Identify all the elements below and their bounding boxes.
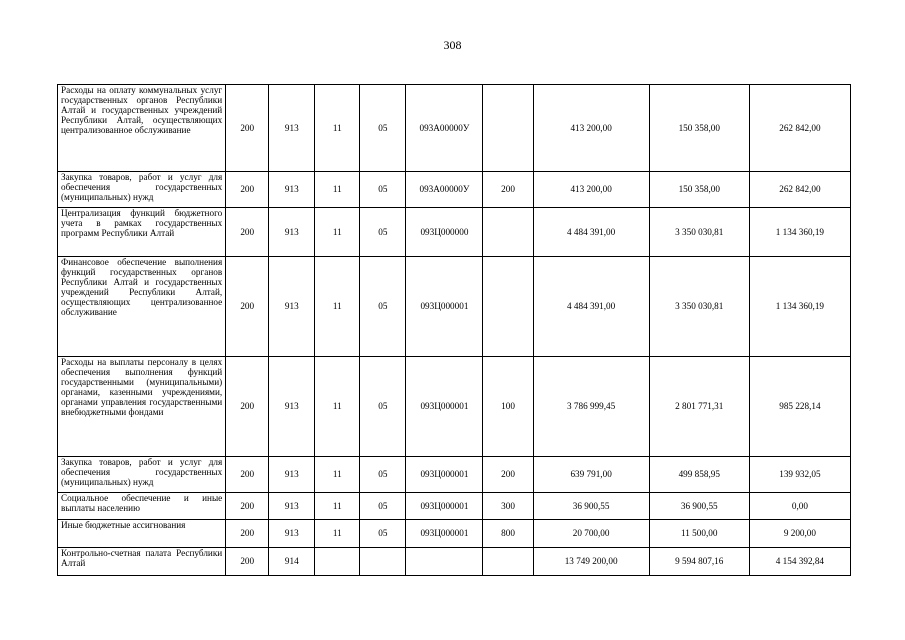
amount-3-cell: 1 134 360,19 [749, 208, 850, 257]
section-code-cell: 11 [315, 357, 360, 457]
subsection-code-cell: 05 [360, 520, 406, 548]
expense-name-cell: Иные бюджетные ассигнования [58, 520, 226, 548]
table-body [58, 85, 851, 576]
amount-3-cell: 0,00 [749, 493, 850, 520]
expense-name-cell: Социальное обеспечение и иные выплаты населению [58, 493, 226, 520]
amount-3-cell: 1 134 360,19 [749, 257, 850, 357]
target-article-cell: 093Ц000000 [406, 208, 483, 257]
section-code-cell: 11 [315, 457, 360, 493]
amount-1-cell: 639 791,00 [533, 457, 649, 493]
section-code-cell: 11 [315, 172, 360, 208]
admin-code-cell: 200 [226, 457, 269, 493]
target-article-cell: 093Ц000001 [406, 357, 483, 457]
expense-type-cell: 200 [483, 172, 533, 208]
expense-name-cell: Закупка товаров, работ и услуг для обеспечения государственных (муниципальных) нужд [58, 457, 226, 493]
ministry-code-cell: 913 [269, 520, 315, 548]
ministry-code-cell: 913 [269, 357, 315, 457]
expense-type-cell: 200 [483, 457, 533, 493]
amount-2-cell: 3 350 030,81 [649, 257, 749, 357]
table-row [58, 257, 851, 357]
amount-2-cell: 11 500,00 [649, 520, 749, 548]
admin-code-cell: 200 [226, 85, 269, 172]
ministry-code-cell: 913 [269, 172, 315, 208]
expense-type-cell [483, 208, 533, 257]
target-article-cell: 093Ц000001 [406, 520, 483, 548]
expense-name-cell: Закупка товаров, работ и услуг для обеспечения государственных (муниципальных) нужд [58, 172, 226, 208]
table-row [58, 172, 851, 208]
subsection-code-cell: 05 [360, 85, 406, 172]
amount-3-cell: 262 842,00 [749, 172, 850, 208]
amount-3-cell: 9 200,00 [749, 520, 850, 548]
expense-name-cell: Расходы на оплату коммунальных услуг государственных органов Республики Алтай и государственных учреждений Республики Алтай, осуществляющих централизованное обслуживание [58, 85, 226, 172]
subsection-code-cell: 05 [360, 257, 406, 357]
budget-table [57, 84, 851, 576]
amount-3-cell: 139 932,05 [749, 457, 850, 493]
amount-3-cell: 985 228,14 [749, 357, 850, 457]
expense-type-cell [483, 548, 533, 576]
table-row [58, 493, 851, 520]
amount-1-cell: 4 484 391,00 [533, 257, 649, 357]
amount-3-cell: 4 154 392,84 [749, 548, 850, 576]
section-code-cell [315, 548, 360, 576]
amount-2-cell: 150 358,00 [649, 85, 749, 172]
amount-2-cell: 36 900,55 [649, 493, 749, 520]
expense-name-cell: Централизация функций бюджетного учета в рамках государственных программ Республики Алтай [58, 208, 226, 257]
admin-code-cell: 200 [226, 520, 269, 548]
admin-code-cell: 200 [226, 208, 269, 257]
table-row [58, 208, 851, 257]
expense-type-cell [483, 85, 533, 172]
expense-type-cell [483, 257, 533, 357]
expense-type-cell: 300 [483, 493, 533, 520]
amount-1-cell: 13 749 200,00 [533, 548, 649, 576]
table-row [58, 457, 851, 493]
amount-1-cell: 20 700,00 [533, 520, 649, 548]
amount-2-cell: 150 358,00 [649, 172, 749, 208]
amount-1-cell: 413 200,00 [533, 172, 649, 208]
subsection-code-cell: 05 [360, 208, 406, 257]
admin-code-cell: 200 [226, 257, 269, 357]
amount-2-cell: 3 350 030,81 [649, 208, 749, 257]
ministry-code-cell: 914 [269, 548, 315, 576]
section-code-cell: 11 [315, 520, 360, 548]
admin-code-cell: 200 [226, 172, 269, 208]
page-number: 308 [443, 38, 462, 52]
subsection-code-cell: 05 [360, 172, 406, 208]
amount-2-cell: 2 801 771,31 [649, 357, 749, 457]
admin-code-cell: 200 [226, 357, 269, 457]
admin-code-cell: 200 [226, 548, 269, 576]
target-article-cell: 093А00000У [406, 172, 483, 208]
subsection-code-cell [360, 548, 406, 576]
section-code-cell: 11 [315, 208, 360, 257]
table-row [58, 520, 851, 548]
amount-3-cell: 262 842,00 [749, 85, 850, 172]
target-article-cell: 093Ц000001 [406, 493, 483, 520]
ministry-code-cell: 913 [269, 85, 315, 172]
amount-1-cell: 413 200,00 [533, 85, 649, 172]
ministry-code-cell: 913 [269, 457, 315, 493]
table-row [58, 85, 851, 172]
subsection-code-cell: 05 [360, 357, 406, 457]
amount-2-cell: 499 858,95 [649, 457, 749, 493]
expense-type-cell: 800 [483, 520, 533, 548]
ministry-code-cell: 913 [269, 257, 315, 357]
amount-1-cell: 36 900,55 [533, 493, 649, 520]
ministry-code-cell: 913 [269, 208, 315, 257]
amount-2-cell: 9 594 807,16 [649, 548, 749, 576]
ministry-code-cell: 913 [269, 493, 315, 520]
expense-name-cell: Расходы на выплаты персоналу в целях обеспечения выполнения функций государственными (муниципальными) органами, казенными учреждениями, органами управления государственными внебюджетными фондами [58, 357, 226, 457]
admin-code-cell: 200 [226, 493, 269, 520]
table-row [58, 357, 851, 457]
subsection-code-cell: 05 [360, 493, 406, 520]
target-article-cell: 093Ц000001 [406, 457, 483, 493]
target-article-cell [406, 548, 483, 576]
table-row [58, 548, 851, 576]
section-code-cell: 11 [315, 257, 360, 357]
expense-name-cell: Финансовое обеспечение выполнения функций государственных органов Республики Алтай и государственных учреждений Республики Алтай, осуществляющих централизованное обслуживание [58, 257, 226, 357]
section-code-cell: 11 [315, 85, 360, 172]
amount-1-cell: 3 786 999,45 [533, 357, 649, 457]
target-article-cell: 093Ц000001 [406, 257, 483, 357]
expense-type-cell: 100 [483, 357, 533, 457]
subsection-code-cell: 05 [360, 457, 406, 493]
amount-1-cell: 4 484 391,00 [533, 208, 649, 257]
section-code-cell: 11 [315, 493, 360, 520]
expense-name-cell: Контрольно-счетная палата Республики Алтай [58, 548, 226, 576]
target-article-cell: 093А00000У [406, 85, 483, 172]
